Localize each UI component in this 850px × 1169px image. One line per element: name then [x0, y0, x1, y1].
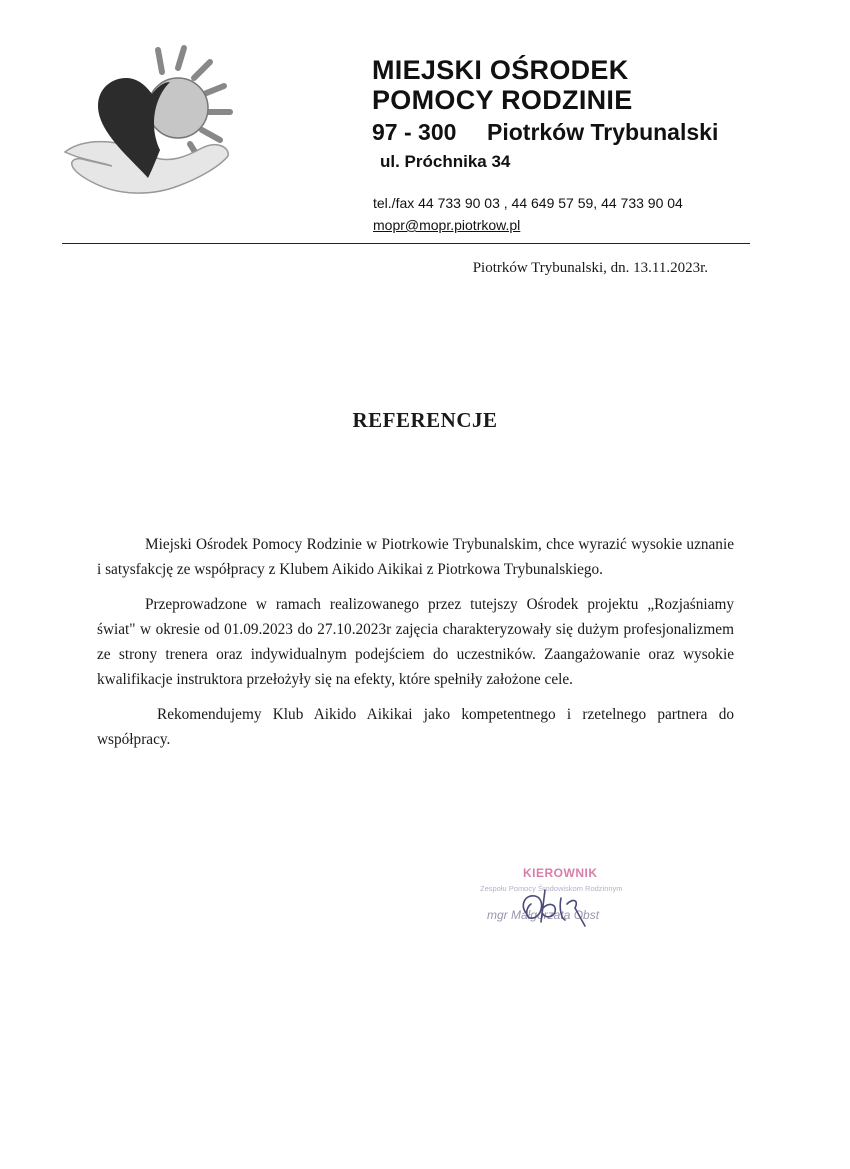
org-name-line2: POMOCY RODZINIE — [372, 85, 633, 115]
stamp-name: mgr Małgorzata Obst — [487, 908, 600, 922]
signature-stamp — [475, 860, 695, 940]
paragraph: Miejski Ośrodek Pomocy Rodzinie w Piotrkowie Trybunalskim, chce wyrazić wysokie uznanie i satysfakcję ze współpracy z Klubem Aikido Aikikai z Piotrkowa Trybunalskiego. — [97, 536, 734, 578]
postal-address — [372, 117, 718, 147]
contact-info — [373, 192, 683, 236]
stamp-title: KIEROWNIK — [523, 866, 598, 880]
organization-header — [372, 55, 718, 173]
paragraph: Rekomendujemy Klub Aikido Aikikai jako kompetentnego i rzetelnego partnera do współpracy. — [97, 706, 734, 748]
street-address: ul. Próchnika 34 — [380, 152, 511, 171]
phone-fax: tel./fax 44 733 90 03 , 44 649 57 59, 44 733 90 04 — [373, 195, 683, 211]
heart-sun-hand-logo-icon — [60, 40, 260, 200]
email-link[interactable]: mopr@mopr.piotrkow.pl — [373, 217, 521, 233]
document-title: REFERENCJE — [352, 408, 498, 432]
city: Piotrków Trybunalski — [487, 119, 719, 145]
organization-logo — [60, 40, 260, 200]
date-line: Piotrków Trybunalski, dn. 13.11.2023r. — [472, 260, 708, 276]
stamp-unit: Zespołu Pomocy Środowiskom Rodzinnym — [480, 884, 623, 893]
handwritten-signature-icon — [515, 878, 595, 938]
paragraph: Przeprowadzone w ramach realizowanego przez tutejszy Ośrodek projektu „Rozjaśniamy świat" w okresie od 01.09.2023 do 27.10.2023r zajęcia charakteryzowały się dużym profesjonalizmem ze strony trenera oraz indywidualnym podejściem do uczestników. Zaangażowanie oraz wysokie kwalifikacje instruktora przełożyły się na efekty, które spełniły założone cele. — [97, 596, 734, 688]
postal-code: 97 - 300 — [372, 119, 457, 145]
letter-body — [97, 532, 734, 762]
header-divider — [62, 243, 750, 244]
org-name-line1: MIEJSKI OŚRODEK — [372, 55, 629, 85]
